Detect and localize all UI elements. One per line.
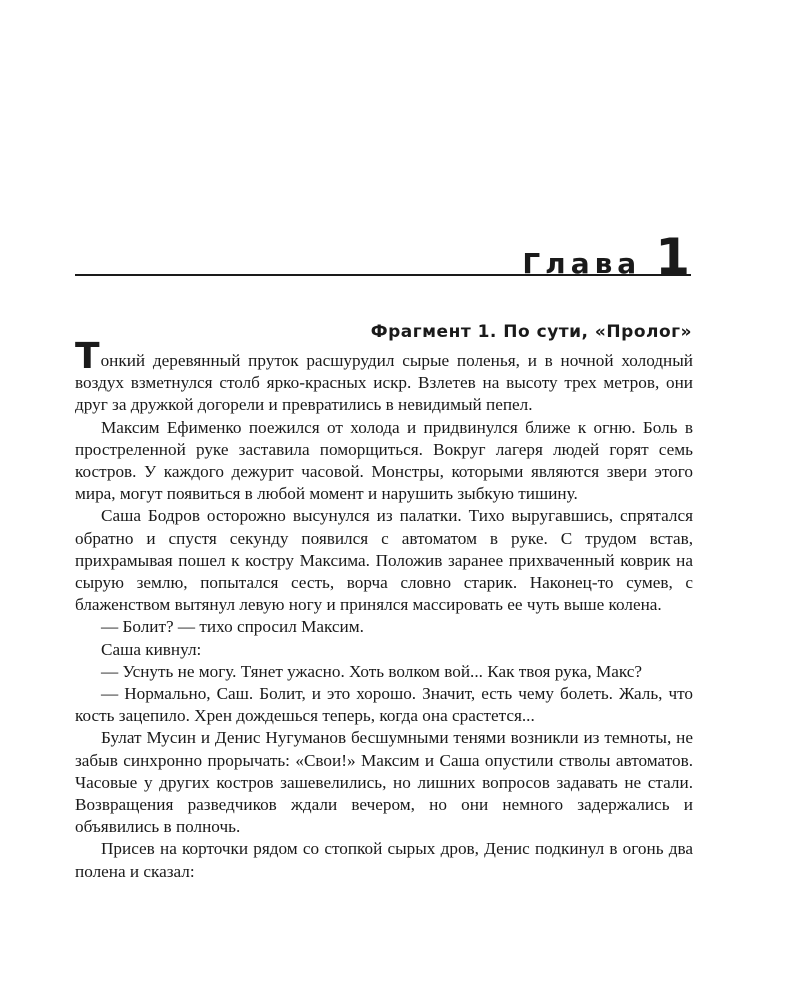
drop-cap: Т: [75, 336, 100, 377]
paragraph: Присев на корточки рядом со стопкой сырых дров, Денис подкинул в огонь два полена и сказал:: [75, 839, 693, 881]
body-text: [75, 336, 693, 883]
paragraph: [75, 336, 693, 417]
paragraph-text: онкий деревянный пруток расшурудил сырые поленья, и в ночной холодный воздух взметнулся столб ярко-красных искр. Взлетев на высоту трех метров, они друг за дружкой догорели и превратились в невидимый пепел.: [75, 351, 693, 415]
chapter-divider: [75, 274, 691, 276]
paragraph: — Уснуть не могу. Тянет ужасно. Хоть волком вой... Как твоя рука, Макс?: [101, 661, 643, 681]
paragraph: Булат Мусин и Денис Нугуманов бесшумными тенями возникли из темноты, не забыв синхронно прорычать: «Свои!» Максим и Саша опустили стволы автоматов. Часовые у других костров зашевелились, но лишних вопросов задавать не стали. Возвращения разведчиков ждали вечером, но они немного задержались и объявились в полночь.: [75, 728, 693, 837]
fragment-title: Фрагмент 1. По сути, «Пролог»: [370, 322, 692, 342]
chapter-number: 1: [655, 228, 690, 286]
paragraph: Саша кивнул:: [101, 639, 202, 659]
paragraph: — Болит? — тихо спросил Максим.: [101, 617, 364, 637]
paragraph: Саша Бодров осторожно высунулся из палатки. Тихо выругавшись, спрятался обратно и спустя секунду появился с автоматом в руке. С трудом встав, прихрамывая пошел к костру Максима. Положив заранее прихваченный коврик на сырую землю, попытался сесть, ворча словно старик. Наконец-то сумев, с блаженством вытянул левую ногу и принялся массировать ее чуть выше колена.: [75, 506, 693, 615]
chapter-word: Глава: [522, 247, 642, 280]
paragraph: — Нормально, Саш. Болит, и это хорошо. Значит, есть чему болеть. Жаль, что кость зацепило. Хрен дождешься теперь, когда она срастется...: [75, 684, 693, 726]
paragraph: Максим Ефименко поежился от холода и придвинулся ближе к огню. Боль в простреленной руке заставила поморщиться. Вокруг лагеря людей горят семь костров. У каждого дежурит часовой. Монстры, которыми являются звери этого мира, могут появиться в любой момент и нарушить зыбкую тишину.: [75, 417, 693, 504]
